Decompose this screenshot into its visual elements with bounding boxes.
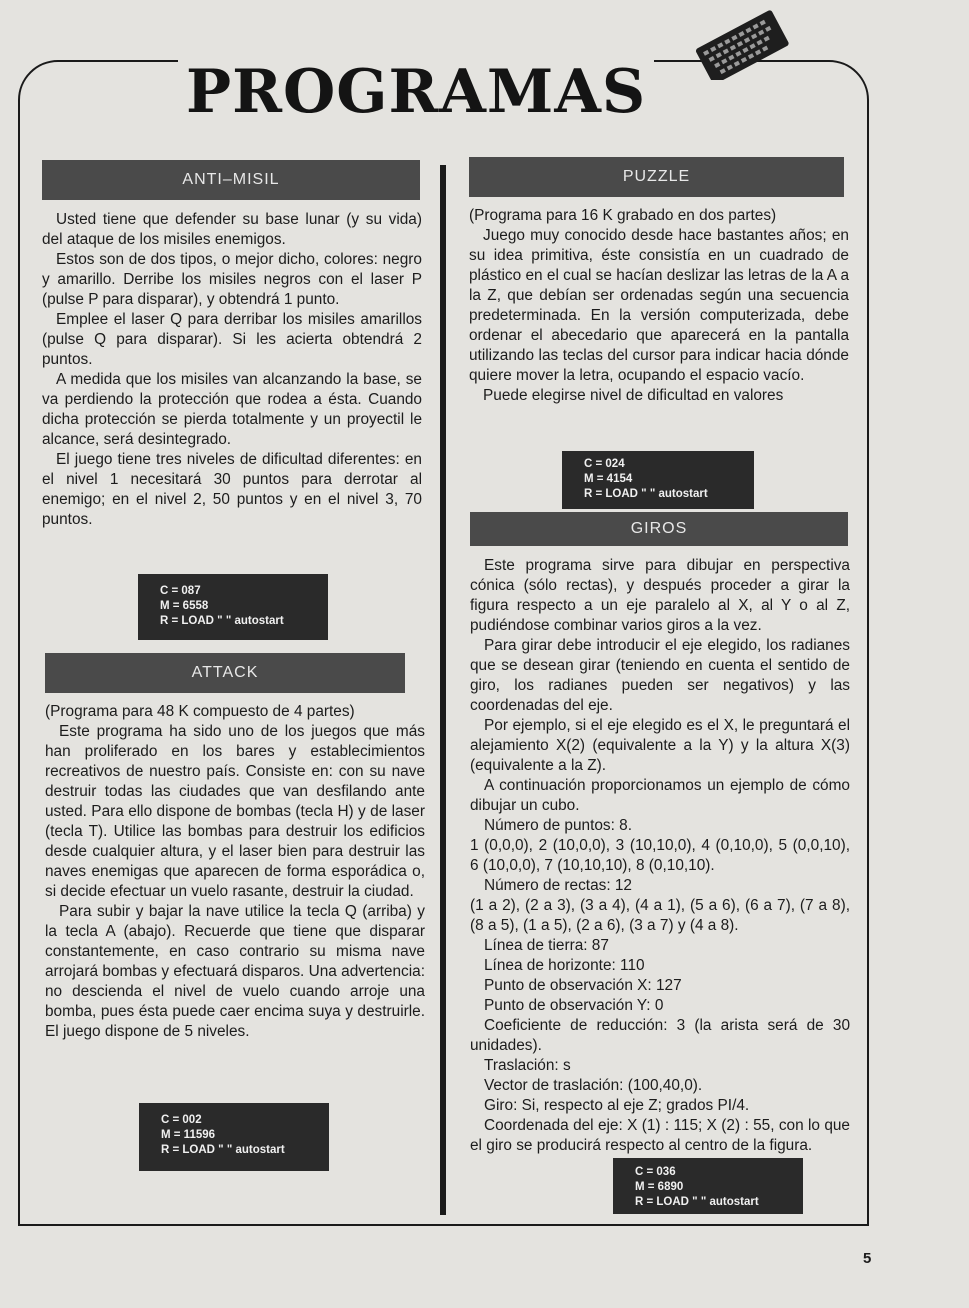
paragraph: (Programa para 48 K compuesto de 4 partes)	[45, 703, 355, 720]
paragraph: 1 (0,0,0), 2 (10,0,0), 3 (10,10,0), 4 (0,10,0), 5 (0,0,10), 6 (10,0,0), 7 (10,10,10), 8 (0,10,10).	[470, 837, 850, 874]
paragraph: Emplee el laser Q para derribar los misiles amarillos (pulse Q para disparar). Si les acierta obtendrá 2 puntos.	[42, 311, 422, 368]
paragraph: El juego tiene tres niveles de dificultad diferentes: en el nivel 1 necesitará 30 puntos para derrotar al enemigo; en el nivel 2, 50 puntos y en el nivel 3, 70 puntos.	[42, 451, 422, 528]
load-m: M = 6890	[635, 1181, 684, 1193]
load-box-anti-misil	[138, 574, 328, 640]
section-heading-anti-misil: ANTI–MISIL	[42, 160, 420, 200]
paragraph: Punto de observación Y: 0	[484, 997, 664, 1014]
paragraph: Traslación: s	[484, 1057, 571, 1074]
section-heading-puzzle: PUZZLE	[469, 157, 844, 197]
section-heading-attack: ATTACK	[45, 653, 405, 693]
paragraph: Este programa ha sido uno de los juegos que más han proliferado en los bares y establecimientos recreativos de nuestro país. Consiste en: con su nave destruir todas las ciudades que van desfilando ante usted. Para ello dispone de bombas (tecla H) y de laser (tecla T). Utilice las bombas para destruir los edificios desde cualquier altura, y el laser bien para destruir las naves enemigas que aparecen de forma esporádica o, si decide efectuar un vuelo rasante, destruir la ciudad.	[45, 723, 425, 900]
paragraph: Línea de tierra: 87	[484, 937, 609, 954]
load-c: C = 024	[584, 458, 625, 470]
load-r: R = LOAD " " autostart	[160, 615, 284, 627]
paragraph: Para girar debe introducir el eje elegido, los radianes que se desean girar (teniendo en cuenta el sentido de giro, los radianes pueden ser negativos) y las coordenadas del eje.	[470, 637, 850, 714]
load-box-attack	[139, 1103, 329, 1171]
puzzle-body	[469, 206, 849, 406]
load-m: M = 11596	[161, 1129, 216, 1141]
paragraph: Número de puntos: 8.	[484, 817, 633, 834]
page-number: 5	[863, 1250, 872, 1267]
paragraph: Coordenada del eje: X (1) : 115; X (2) : 55, con lo que el giro se producirá respecto al centro de la figura.	[470, 1117, 850, 1154]
computer-keyboard-icon	[690, 10, 790, 80]
column-divider	[440, 165, 446, 1215]
load-r: R = LOAD " " autostart	[584, 488, 708, 500]
paragraph: Giro: Si, respecto al eje Z; grados PI/4.	[484, 1097, 750, 1114]
load-m: M = 6558	[160, 600, 209, 612]
load-box-puzzle	[562, 451, 754, 509]
paragraph: (1 a 2), (2 a 3), (3 a 4), (4 a 1), (5 a 6), (6 a 7), (7 a 8), (8 a 5), (1 a 5), (2 a 6), (3 a 7) y (4 a 8).	[470, 897, 850, 934]
paragraph: Puede elegirse nivel de dificultad en valores	[483, 387, 784, 404]
paragraph: Para subir y bajar la nave utilice la tecla Q (arriba) y la tecla A (abajo). Recuerde que tiene que disparar constantemente, en caso contrario su misma nave arrojará bombas y efectuará disparos. Una advertencia: no descienda el nivel de vuelo cuando arroje una bomba, pues ésta puede caer encima suya y destruirle. El juego dispone de 5 niveles.	[45, 903, 425, 1040]
paragraph: A medida que los misiles van alcanzando la base, se va perdiendo la protección que rodea a ésta. Cuando dicha protección se pierda totalmente y un proyectil le alcance, será desintegrado.	[42, 371, 422, 448]
paragraph: Usted tiene que defender su base lunar (y su vida) del ataque de los misiles enemigos.	[42, 211, 422, 248]
attack-body	[45, 702, 425, 1042]
load-r: R = LOAD " " autostart	[161, 1144, 285, 1156]
paragraph: A continuación proporcionamos un ejemplo de cómo dibujar un cubo.	[470, 777, 850, 814]
paragraph: Línea de horizonte: 110	[484, 957, 645, 974]
giros-body	[470, 556, 850, 1156]
paragraph: Estos son de dos tipos, o mejor dicho, colores: negro y amarillo. Derribe los misiles negros con el laser P (pulse P para disparar), y obtendrá 1 punto.	[42, 251, 422, 308]
paragraph: Juego muy conocido desde hace bastantes años; en su idea primitiva, éste consistía en un cuadrado de plástico en el cual se hacían deslizar las letras de la A a la Z, que debían ser ordenadas según una secuencia predeterminada. En la versión computerizada, debe ordenar el abecedario que aparecerá en la pantalla utilizando las teclas del cursor para indicar hacia dónde quiere mover la letra, ocupando el espacio vacío.	[469, 227, 849, 384]
paragraph: Punto de observación X: 127	[484, 977, 682, 994]
paragraph: Coeficiente de reducción: 3 (la arista será de 30 unidades).	[470, 1017, 850, 1054]
paragraph: (Programa para 16 K grabado en dos partes)	[469, 207, 777, 224]
load-c: C = 036	[635, 1166, 676, 1178]
load-c: C = 002	[161, 1114, 202, 1126]
load-box-giros	[613, 1158, 803, 1214]
paragraph: Número de rectas: 12	[484, 877, 632, 894]
paragraph: Este programa sirve para dibujar en perspectiva cónica (sólo rectas), y después proceder a girar la figura respecto a un eje paralelo al X, al Y o al Z, pudiéndose combinar varios giros a la vez.	[470, 557, 850, 634]
load-m: M = 4154	[584, 473, 633, 485]
load-c: C = 087	[160, 585, 201, 597]
section-heading-giros: GIROS	[470, 512, 848, 546]
paragraph: Vector de traslación: (100,40,0).	[484, 1077, 703, 1094]
paragraph: Por ejemplo, si el eje elegido es el X, le preguntará el alejamiento X(2) (equivalente a la Y) y la altura X(3) (equivalente a la Z).	[470, 717, 850, 774]
load-r: R = LOAD " " autostart	[635, 1196, 759, 1208]
anti-misil-body	[42, 210, 422, 530]
page-title: PROGRAMAS	[178, 58, 654, 126]
